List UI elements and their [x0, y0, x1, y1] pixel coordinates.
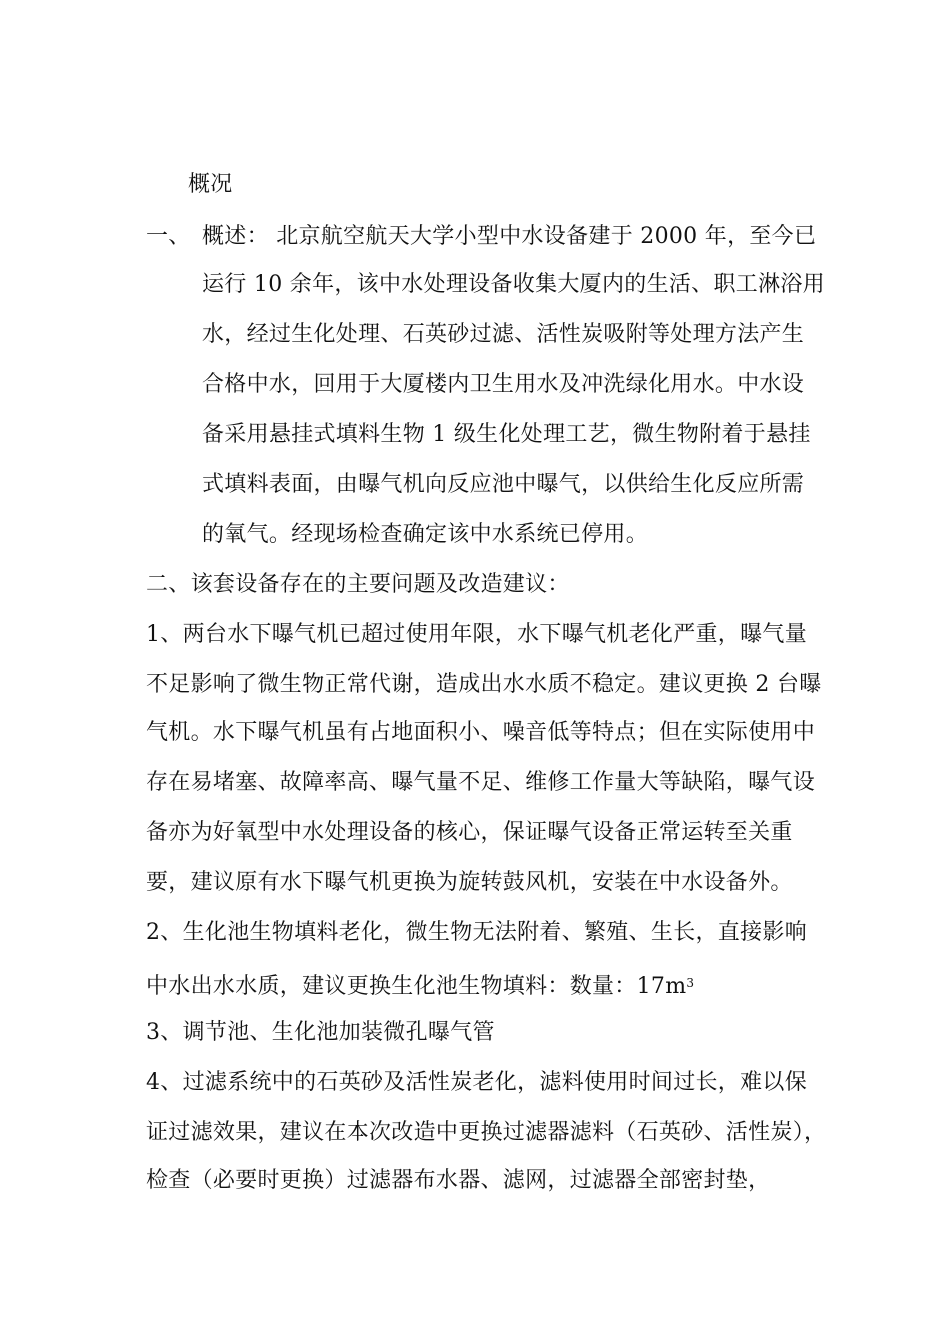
section-1-line: 水，经过生化处理、石英砂过滤、活性炭吸附等处理方法产生 — [202, 322, 805, 347]
section-1-line: 运行 10 余年，该中水处理设备收集大厦内的生活、职工淋浴用 — [202, 272, 825, 297]
item-1-line: 不足影响了微生物正常代谢，造成出水水质不稳定。建议更换 2 台曝 — [146, 672, 822, 697]
section-1-line: 式填料表面，由曝气机向反应池中曝气，以供给生化反应所需 — [202, 472, 805, 497]
item-1-line: 1、两台水下曝气机已超过使用年限，水下曝气机老化严重，曝气量 — [146, 622, 807, 647]
item-4-line: 检查（必要时更换）过滤器布水器、滤网，过滤器全部密封垫， — [146, 1168, 771, 1193]
item-2-line: 2、生化池生物填料老化，微生物无法附着、繁殖、生长，直接影响 — [146, 920, 807, 945]
item-2-line: 中水出水水质，建议更换生化池生物填料：数量：17m — [146, 974, 687, 999]
section-1-line: 的氧气。经现场检查确定该中水系统已停用。 — [202, 522, 649, 547]
item-4-line: 证过滤效果，建议在本次改造中更换过滤器滤料（石英砂、活性炭）， — [146, 1120, 827, 1145]
item-2-line-with-unit — [146, 968, 694, 1002]
item-1-line: 要，建议原有水下曝气机更换为旋转鼓风机，安装在中水设备外。 — [146, 870, 793, 895]
cubic-unit-superscript: 3 — [686, 976, 695, 990]
section-1-line: 概述： 北京航空航天大学小型中水设备建于 2000 年，至今已 — [202, 224, 817, 249]
item-1-line: 存在易堵塞、故障率高、曝气量不足、维修工作量大等缺陷，曝气设 — [146, 770, 816, 795]
section-1-line: 合格中水，回用于大厦楼内卫生用水及冲洗绿化用水。中水设 — [202, 372, 805, 397]
section-1-number: 一、 — [146, 224, 191, 249]
section-2-heading: 二、该套设备存在的主要问题及改造建议： — [146, 572, 570, 597]
item-3-line: 3、调节池、生化池加装微孔曝气管 — [146, 1020, 495, 1045]
item-1-line: 气机。水下曝气机虽有占地面积小、噪音低等特点；但在实际使用中 — [146, 720, 816, 745]
item-4-line: 4、过滤系统中的石英砂及活性炭老化，滤料使用时间过长，难以保 — [146, 1070, 807, 1095]
item-1-line: 备亦为好氧型中水处理设备的核心，保证曝气设备正常运转至关重 — [146, 820, 793, 845]
document-title: 概况 — [188, 172, 233, 197]
section-1-line: 备采用悬挂式填料生物 1 级生化处理工艺，微生物附着于悬挂 — [202, 422, 811, 447]
